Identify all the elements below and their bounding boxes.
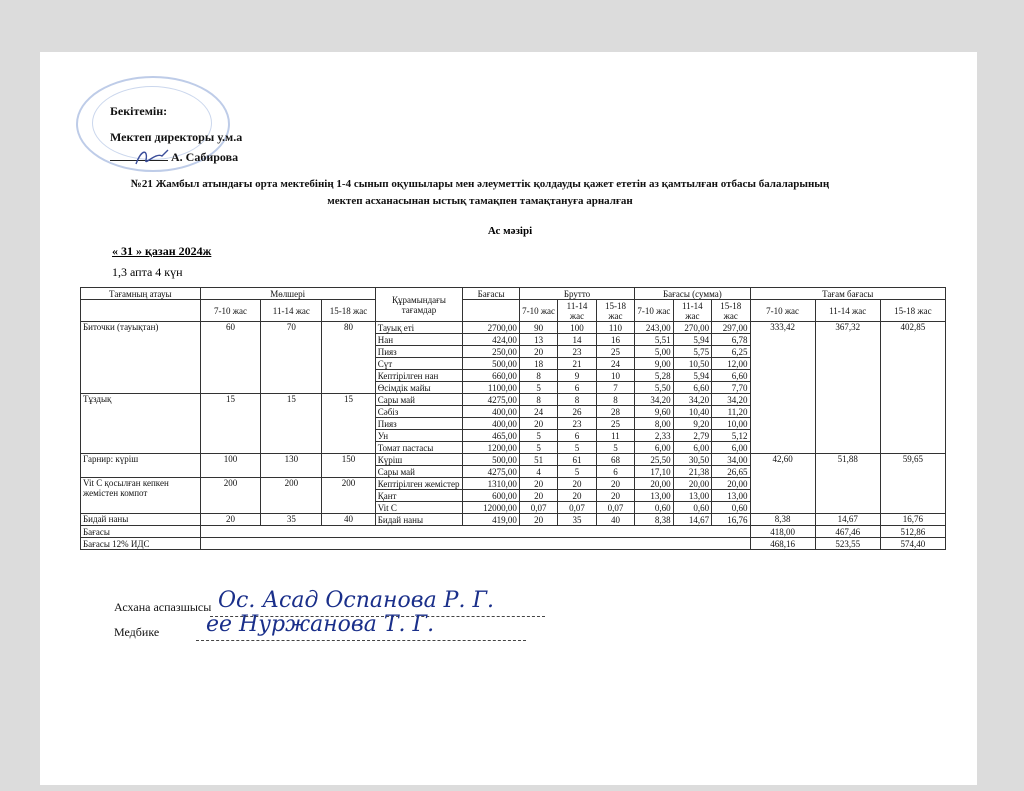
amount-cell: 35: [261, 514, 322, 526]
brutto-cell: 0,07: [596, 502, 634, 514]
approval-block: [110, 101, 242, 167]
col-dish-price-age1: 7-10 жас: [750, 300, 815, 322]
sum-cell: 34,00: [712, 454, 750, 466]
brutto-cell: 23: [558, 418, 596, 430]
sum-cell: 6,00: [673, 442, 711, 454]
sum-cell: 10,40: [673, 406, 711, 418]
brutto-cell: 4: [519, 466, 557, 478]
sum-cell: 13,00: [635, 490, 673, 502]
dish-price-cell: 51,88: [815, 454, 880, 514]
sum-cell: 5,75: [673, 346, 711, 358]
price-cell: 12000,00: [463, 502, 520, 514]
brutto-cell: 14: [558, 334, 596, 346]
brutto-cell: 6: [596, 466, 634, 478]
amount-cell: 15: [322, 394, 375, 454]
brutto-cell: 35: [558, 514, 596, 526]
sum-cell: 6,60: [673, 382, 711, 394]
amount-cell: 70: [261, 322, 322, 394]
brutto-cell: 90: [519, 322, 557, 334]
sum-cell: 6,78: [712, 334, 750, 346]
ingredient-cell: Кептірілген жемістер: [375, 478, 463, 490]
director-signature: [132, 146, 172, 168]
sum-cell: 25,50: [635, 454, 673, 466]
price-cell: 1100,00: [463, 382, 520, 394]
col-sum-age3: 15-18 жас: [712, 300, 750, 322]
cook-label: Асхана аспазшысы: [114, 600, 212, 614]
brutto-cell: 20: [558, 490, 596, 502]
vat-row-value: 523,55: [815, 538, 880, 550]
approve-label: Бекітемін:: [110, 104, 168, 118]
col-sum-age2: 11-14 жас: [673, 300, 711, 322]
sum-cell: 0,60: [712, 502, 750, 514]
sum-cell: 13,00: [673, 490, 711, 502]
sum-cell: 11,20: [712, 406, 750, 418]
sum-cell: 6,60: [712, 370, 750, 382]
brutto-cell: 8: [519, 394, 557, 406]
price-cell: 4275,00: [463, 394, 520, 406]
amount-cell: 15: [261, 394, 322, 454]
dish-price-cell: 333,42: [750, 322, 815, 454]
ingredient-cell: Сәбіз: [375, 406, 463, 418]
total-row: [81, 526, 946, 538]
sum-cell: 12,00: [712, 358, 750, 370]
sum-cell: 5,50: [635, 382, 673, 394]
brutto-cell: 20: [519, 478, 557, 490]
dish-price-cell: 14,67: [815, 514, 880, 526]
ingredient-cell: Өсімдік майы: [375, 382, 463, 394]
amount-cell: 200: [261, 478, 322, 514]
menu-title: Ас мәзірі: [487, 225, 533, 237]
price-cell: 400,00: [463, 418, 520, 430]
brutto-cell: 61: [558, 454, 596, 466]
brutto-cell: 40: [596, 514, 634, 526]
total-row-blank: [200, 526, 750, 538]
price-cell: 500,00: [463, 454, 520, 466]
dish-name-cell: Биточки (тауықтан): [81, 322, 201, 394]
price-cell: 465,00: [463, 430, 520, 442]
brutto-cell: 20: [519, 418, 557, 430]
sum-cell: 297,00: [712, 322, 750, 334]
table-row: [81, 322, 946, 334]
brutto-cell: 8: [558, 394, 596, 406]
amount-cell: 200: [200, 478, 261, 514]
price-cell: 660,00: [463, 370, 520, 382]
sum-cell: 9,60: [635, 406, 673, 418]
amount-cell: 60: [200, 322, 261, 394]
sum-cell: 20,00: [712, 478, 750, 490]
brutto-cell: 20: [519, 346, 557, 358]
table-row: [81, 514, 946, 526]
sum-cell: 9,00: [635, 358, 673, 370]
brutto-cell: 9: [558, 370, 596, 382]
ingredient-cell: Сүт: [375, 358, 463, 370]
price-cell: 419,00: [463, 514, 520, 526]
dish-price-cell: 367,32: [815, 322, 880, 454]
total-row-value: 418,00: [750, 526, 815, 538]
sum-cell: 30,50: [673, 454, 711, 466]
price-cell: 250,00: [463, 346, 520, 358]
brutto-cell: 68: [596, 454, 634, 466]
sum-cell: 5,94: [673, 370, 711, 382]
vat-row-label: Бағасы 12% ИДС: [81, 538, 201, 550]
menu-date: « 31 » қазан 2024ж: [112, 244, 212, 258]
price-cell: 1310,00: [463, 478, 520, 490]
sum-cell: 34,20: [635, 394, 673, 406]
title-line-2: мектеп асханасынан ыстық тамақпен тамақтануға арналған: [327, 195, 633, 207]
ingredient-cell: Нан: [375, 334, 463, 346]
brutto-cell: 20: [519, 514, 557, 526]
amount-cell: 150: [322, 454, 375, 478]
brutto-cell: 8: [596, 394, 634, 406]
col-amount-age2: 11-14 жас: [261, 300, 322, 322]
ingredient-cell: Тауық еті: [375, 322, 463, 334]
amount-cell: 20: [200, 514, 261, 526]
col-brutto-age1: 7-10 жас: [519, 300, 557, 322]
brutto-cell: 20: [558, 478, 596, 490]
col-dish-price: Тағам бағасы: [750, 288, 945, 300]
nurse-signature-line: [196, 640, 526, 641]
sum-cell: 16,76: [712, 514, 750, 526]
nurse-signature: ее Нуржанова Т. Г.: [206, 612, 435, 637]
dish-price-cell: 402,85: [880, 322, 945, 454]
ingredient-cell: Күріш: [375, 454, 463, 466]
sum-cell: 17,10: [635, 466, 673, 478]
sum-cell: 13,00: [712, 490, 750, 502]
brutto-cell: 24: [519, 406, 557, 418]
brutto-cell: 25: [596, 346, 634, 358]
brutto-cell: 24: [596, 358, 634, 370]
col-amount-age3: 15-18 жас: [322, 300, 375, 322]
ingredient-cell: Сары май: [375, 466, 463, 478]
sum-cell: 8,38: [635, 514, 673, 526]
amount-cell: 100: [200, 454, 261, 478]
sum-cell: 6,25: [712, 346, 750, 358]
col-brutto: Брутто: [519, 288, 634, 300]
price-cell: 4275,00: [463, 466, 520, 478]
sum-cell: 6,00: [635, 442, 673, 454]
col-amount: Мөлшері: [200, 288, 375, 300]
vat-row-value: 468,16: [750, 538, 815, 550]
sum-cell: 34,20: [673, 394, 711, 406]
ingredient-cell: Кептірілген нан: [375, 370, 463, 382]
brutto-cell: 0,07: [558, 502, 596, 514]
title-line-1: №21 Жамбыл атындағы орта мектебінің 1-4 сынып оқушылары мен әлеуметтік қолдауды қажет ететін аз қамтылған отбасы балаларының: [130, 178, 830, 190]
sum-cell: 5,51: [635, 334, 673, 346]
col-sum: Бағасы (сумма): [635, 288, 750, 300]
sum-cell: 7,70: [712, 382, 750, 394]
col-sum-age1: 7-10 жас: [635, 300, 673, 322]
sum-cell: 26,65: [712, 466, 750, 478]
brutto-cell: 16: [596, 334, 634, 346]
vat-row: [81, 538, 946, 550]
table-body: [81, 322, 946, 550]
director-name: А. Сабирова: [171, 150, 239, 164]
ingredient-cell: Сары май: [375, 394, 463, 406]
brutto-cell: 11: [596, 430, 634, 442]
col-brutto-age2: 11-14 жас: [558, 300, 596, 322]
ingredient-cell: Vit C: [375, 502, 463, 514]
ingredient-cell: Пияз: [375, 418, 463, 430]
sum-cell: 10,00: [712, 418, 750, 430]
sum-cell: 2,79: [673, 430, 711, 442]
dish-price-cell: 59,65: [880, 454, 945, 514]
menu-table: [80, 287, 946, 550]
sum-cell: 8,00: [635, 418, 673, 430]
col-amount-age1: 7-10 жас: [200, 300, 261, 322]
sum-cell: 20,00: [673, 478, 711, 490]
col-dish-name: Тағамның атауы: [81, 288, 201, 300]
total-row-label: Бағасы: [81, 526, 201, 538]
amount-cell: 130: [261, 454, 322, 478]
ingredient-cell: Томат пастасы: [375, 442, 463, 454]
brutto-cell: 6: [558, 430, 596, 442]
cook-signature: Ос. Асад Оспанова Р. Г.: [218, 588, 495, 613]
brutto-cell: 13: [519, 334, 557, 346]
sum-cell: 14,67: [673, 514, 711, 526]
brutto-cell: 18: [519, 358, 557, 370]
price-cell: 500,00: [463, 358, 520, 370]
dish-price-cell: 8,38: [750, 514, 815, 526]
vat-row-value: 574,40: [880, 538, 945, 550]
dish-name-cell: Бидай наны: [81, 514, 201, 526]
amount-cell: 200: [322, 478, 375, 514]
amount-cell: 15: [200, 394, 261, 454]
table-row: [81, 454, 946, 466]
sum-cell: 0,60: [635, 502, 673, 514]
sum-cell: 5,00: [635, 346, 673, 358]
brutto-cell: 5: [596, 442, 634, 454]
sum-cell: 5,94: [673, 334, 711, 346]
sum-cell: 6,00: [712, 442, 750, 454]
col-dish-price-age3: 15-18 жас: [880, 300, 945, 322]
menu-week: 1,3 апта 4 күн: [112, 265, 183, 279]
col-brutto-age3: 15-18 жас: [596, 300, 634, 322]
brutto-cell: 28: [596, 406, 634, 418]
sum-cell: 2,33: [635, 430, 673, 442]
col-price: Бағасы: [463, 288, 520, 300]
nurse-label: Медбике: [114, 625, 160, 639]
brutto-cell: 100: [558, 322, 596, 334]
total-row-value: 467,46: [815, 526, 880, 538]
brutto-cell: 20: [519, 490, 557, 502]
dish-name-cell: Гарнир: күріш: [81, 454, 201, 478]
price-cell: 400,00: [463, 406, 520, 418]
brutto-cell: 0,07: [519, 502, 557, 514]
sum-cell: 5,28: [635, 370, 673, 382]
price-cell: 424,00: [463, 334, 520, 346]
sum-cell: 5,12: [712, 430, 750, 442]
brutto-cell: 21: [558, 358, 596, 370]
director-line: [110, 147, 242, 167]
brutto-cell: 5: [519, 430, 557, 442]
col-ingredients: Құрамындағы тағамдар: [375, 288, 463, 322]
brutto-cell: 10: [596, 370, 634, 382]
sum-cell: 9,20: [673, 418, 711, 430]
brutto-cell: 20: [596, 490, 634, 502]
price-cell: 600,00: [463, 490, 520, 502]
ingredient-cell: Бидай наны: [375, 514, 463, 526]
sum-cell: 34,20: [712, 394, 750, 406]
dish-price-cell: 16,76: [880, 514, 945, 526]
document-title: [100, 176, 860, 210]
brutto-cell: 5: [519, 442, 557, 454]
amount-cell: 80: [322, 322, 375, 394]
brutto-cell: 23: [558, 346, 596, 358]
dish-price-cell: 42,60: [750, 454, 815, 514]
sum-cell: 10,50: [673, 358, 711, 370]
col-price-blank: [463, 300, 520, 322]
sum-cell: 243,00: [635, 322, 673, 334]
col-dish-price-age2: 11-14 жас: [815, 300, 880, 322]
sum-cell: 21,38: [673, 466, 711, 478]
dish-name-cell: Тұздық: [81, 394, 201, 454]
brutto-cell: 110: [596, 322, 634, 334]
total-row-value: 512,86: [880, 526, 945, 538]
brutto-cell: 7: [596, 382, 634, 394]
ingredient-cell: Пияз: [375, 346, 463, 358]
brutto-cell: 8: [519, 370, 557, 382]
brutto-cell: 6: [558, 382, 596, 394]
director-label: Мектеп директоры у.м.а: [110, 130, 243, 144]
brutto-cell: 25: [596, 418, 634, 430]
price-cell: 1200,00: [463, 442, 520, 454]
brutto-cell: 26: [558, 406, 596, 418]
brutto-cell: 5: [558, 466, 596, 478]
brutto-cell: 51: [519, 454, 557, 466]
ingredient-cell: Ун: [375, 430, 463, 442]
price-cell: 2700,00: [463, 322, 520, 334]
sum-cell: 20,00: [635, 478, 673, 490]
brutto-cell: 20: [596, 478, 634, 490]
ingredient-cell: Қант: [375, 490, 463, 502]
table-header: [81, 288, 946, 322]
col-dish-name-blank: [81, 300, 201, 322]
amount-cell: 40: [322, 514, 375, 526]
brutto-cell: 5: [558, 442, 596, 454]
sum-cell: 0,60: [673, 502, 711, 514]
vat-row-blank: [200, 538, 750, 550]
brutto-cell: 5: [519, 382, 557, 394]
sum-cell: 270,00: [673, 322, 711, 334]
dish-name-cell: Vit C қосылған кепкен жемістен компот: [81, 478, 201, 514]
